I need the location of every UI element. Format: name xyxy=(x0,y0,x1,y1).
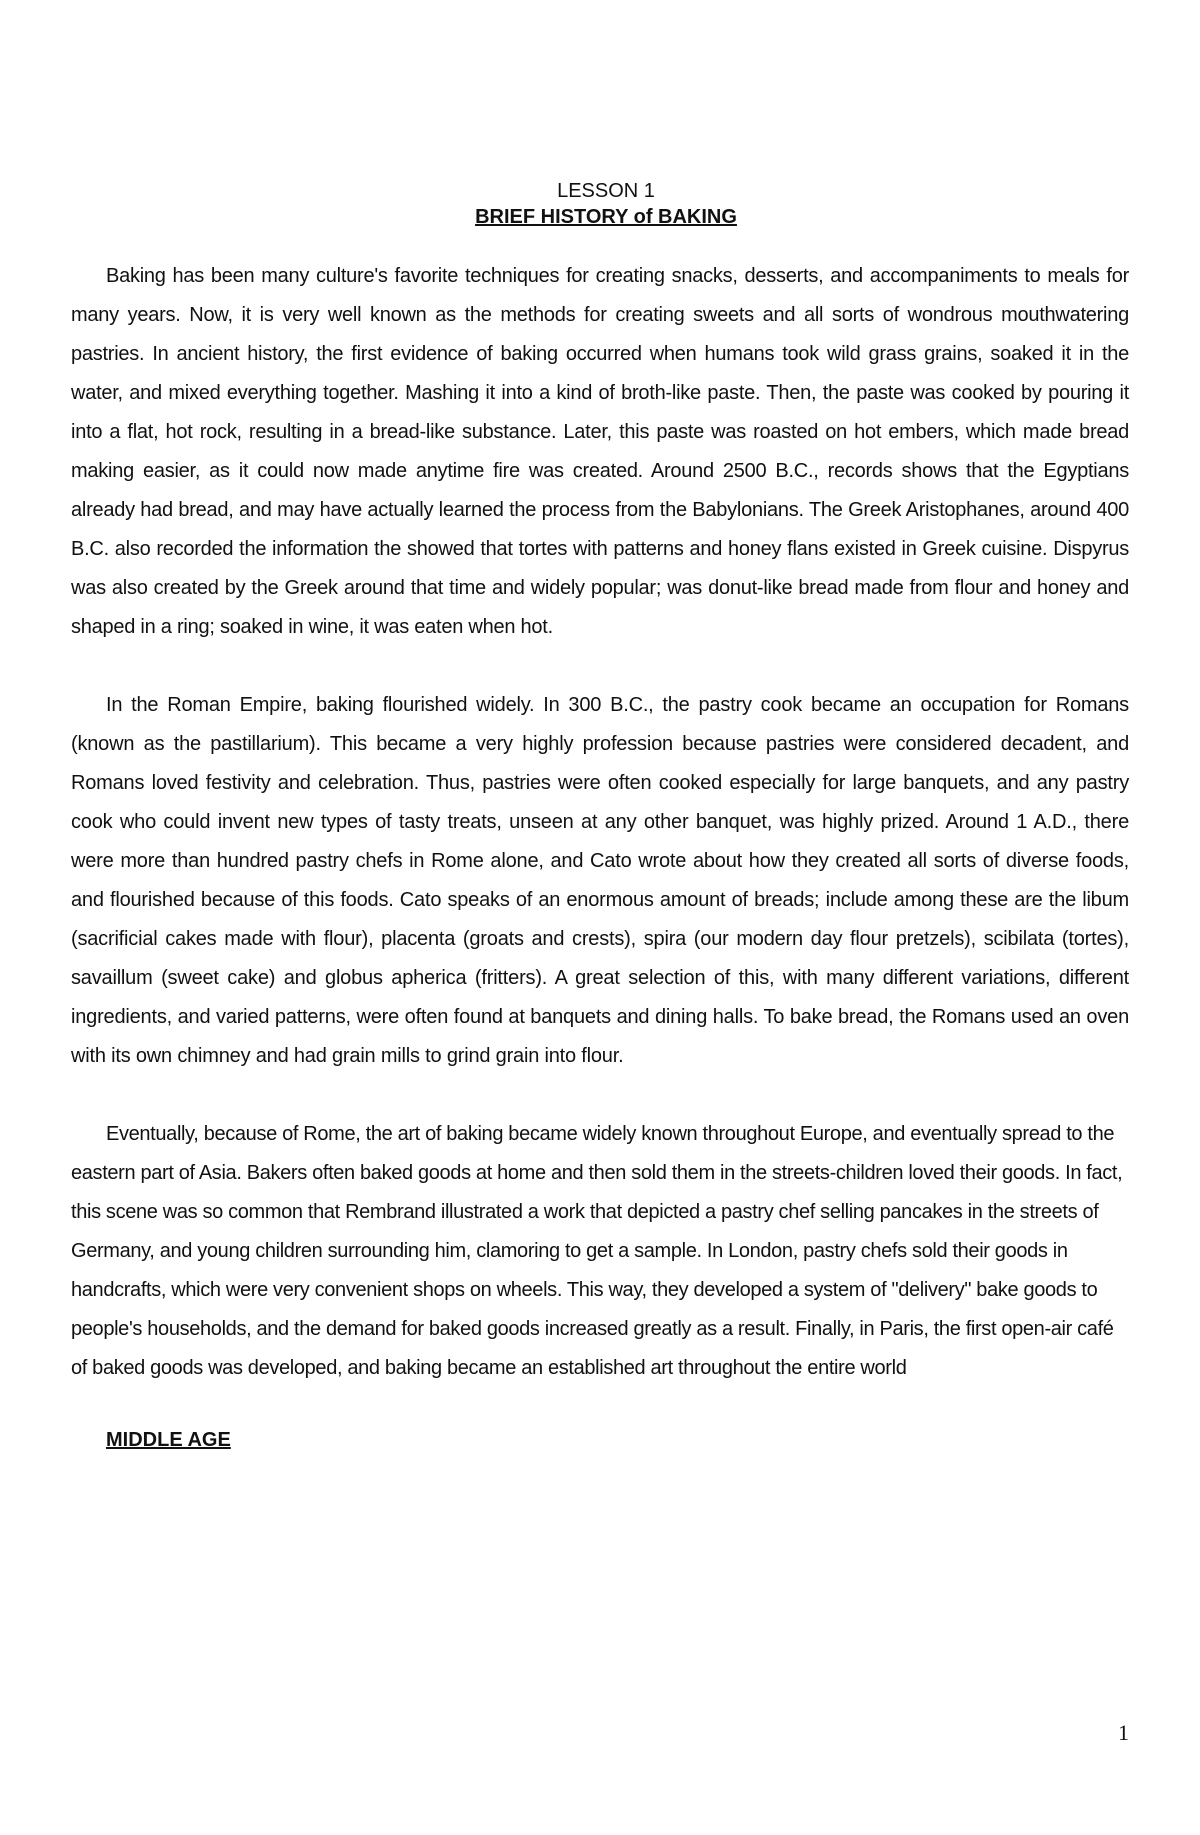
document-page xyxy=(71,178,1129,1453)
page-number: 1 xyxy=(1118,1720,1129,1745)
paragraph-ancient-history: Baking has been many culture's favorite techniques for creating snacks, desserts, and accompaniments to meals for many years. Now, it is very well known as the methods for creating sweets and all sorts of wondrous mouthwatering pastries. In ancient history, the first evidence of baking occurred when humans took wild grass grains, soaked it in the water, and mixed everything together. Mashing it into a kind of broth-like paste. Then, the paste was cooked by pouring it into a flat, hot rock, resulting in a bread-like substance. Later, this paste was roasted on hot embers, which made bread making easier, as it could now made anytime fire was created. Around 2500 B.C., records shows that the Egyptians already had bread, and may have actually learned the process from the Babylonians. The Greek Aristophanes, around 400 B.C. also recorded the information the showed that tortes with patterns and honey flans existed in Greek cuisine. Dispyrus was also created by the Greek around that time and widely popular; was donut-like bread made from flour and honey and shaped in a ring; soaked in wine, it was eaten when hot. xyxy=(71,265,1129,638)
document-title: BRIEF HISTORY of BAKING xyxy=(475,206,737,228)
paragraph-roman-empire: In the Roman Empire, baking flourished widely. In 300 B.C., the pastry cook became an occupation for Romans (known as the pastillarium). This became a very highly profession because pastries were considered decadent, and Romans loved festivity and celebration. Thus, pastries were often cooked especially for large banquets, and any pastry cook who could invent new types of tasty treats, unseen at any other banquet, was highly prized. Around 1 A.D., there were more than hundred pastry chefs in Rome alone, and Cato wrote about how they created all sorts of diverse foods, and flourished because of this foods. Cato speaks of an enormous amount of breads; include among these are the libum (sacrificial cakes made with flour), placenta (groats and crests), spira (our modern day flour pretzels), scibilata (tortes), savaillum (sweet cake) and globus apherica (fritters). A great selection of this, with many different variations, different ingredients, and varied patterns, were often found at banquets and dining halls. To bake bread, the Romans used an oven with its own chimney and had grain mills to grind grain into flour. xyxy=(71,694,1129,1067)
section-heading-middle-age: MIDDLE AGE xyxy=(106,1429,231,1451)
lesson-label: LESSON 1 xyxy=(557,180,655,202)
paragraph-europe-spread: Eventually, because of Rome, the art of baking became widely known throughout Europe, and eventually spread to the eastern part of Asia. Bakers often baked goods at home and then sold them in the streets-children loved their goods. In fact, this scene was so common that Rembrand illustrated a work that depicted a pastry chef selling pancakes in the streets of Germany, and young children surrounding him, clamoring to get a sample. In London, pastry chefs sold their goods in handcrafts, which were very convenient shops on wheels. This way, they developed a system of "delivery" bake goods to people's households, and the demand for baked goods increased greatly as a result. Finally, in Paris, the first open-air café of baked goods was developed, and baking became an established art throughout the entire world xyxy=(71,1123,1123,1379)
